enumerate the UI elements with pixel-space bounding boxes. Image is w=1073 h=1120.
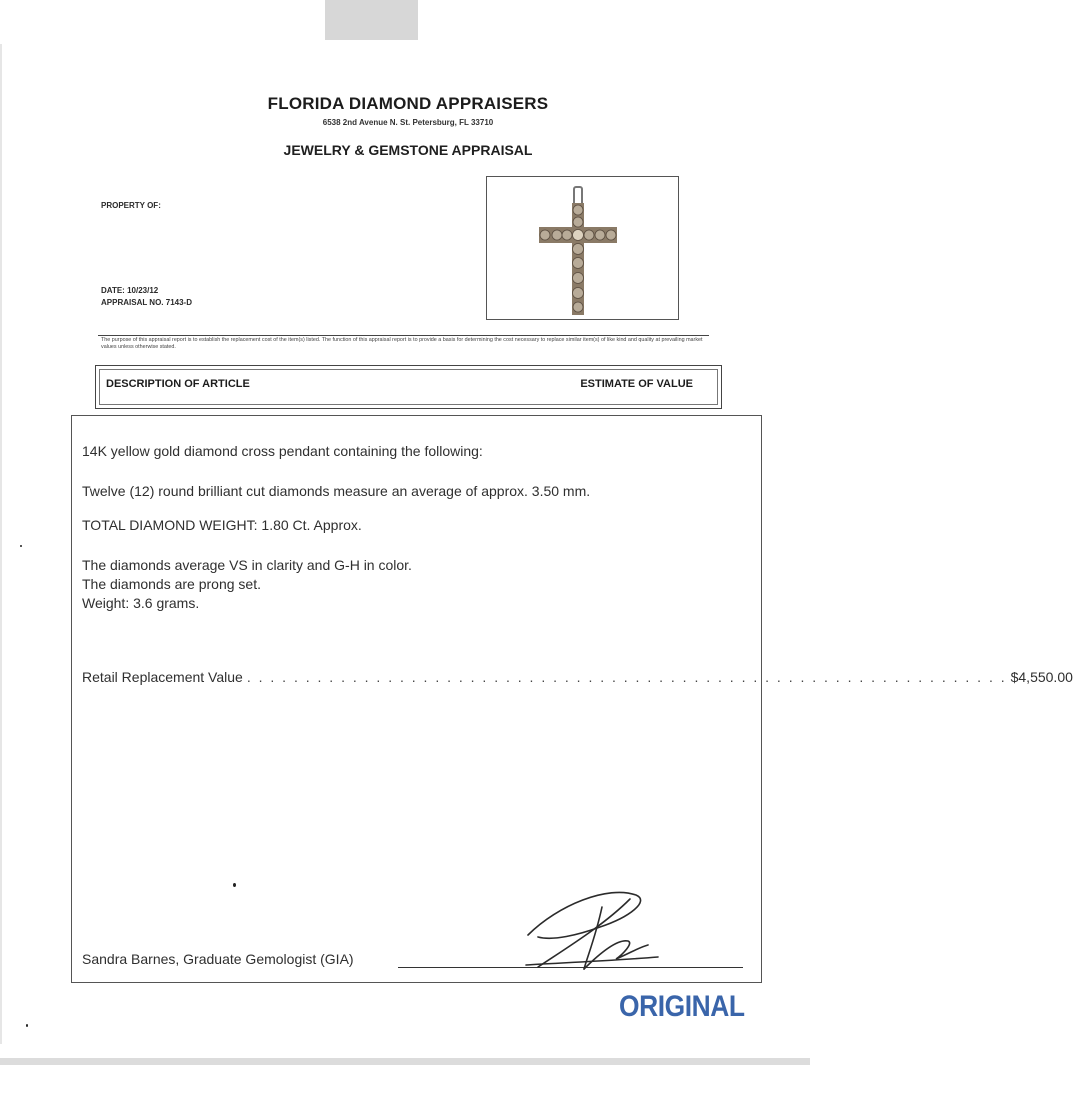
scan-speck xyxy=(233,883,236,887)
company-name: FLORIDA DIAMOND APPRAISERS xyxy=(267,94,549,113)
estimate-header: ESTIMATE OF VALUE xyxy=(580,378,693,390)
signer-name: Sandra Barnes, Graduate Gemologist (GIA) xyxy=(82,951,354,967)
description-line: The diamonds are prong set. xyxy=(82,576,261,592)
description-line: Weight: 3.6 grams. xyxy=(82,595,200,611)
purpose-statement: The purpose of this appraisal report is to establish the replacement cost of the item(s) listed. The function of this appraisal report is to provide a basis for determining the cost necessary to replace similar item(s) of like kind and quality at prevailing market values unless otherwise stated. xyxy=(101,337,703,350)
property-of-label: PROPERTY OF: xyxy=(101,201,161,210)
scan-artifact-edge xyxy=(0,44,2,1044)
item-photo xyxy=(486,176,679,320)
scan-speck xyxy=(20,545,22,547)
original-stamp: ORIGINAL xyxy=(619,990,745,1023)
purpose-rule xyxy=(98,335,709,336)
retail-value-row xyxy=(82,669,1073,685)
article-header-box xyxy=(95,365,722,409)
handwritten-signature xyxy=(518,885,668,975)
leader-dots: . . . . . . . . . . . . . . . . . . . . . . . . . . . . . . . . . . . . . . . . . . . . . . . . . . . . . . . . . . . . . . . . . xyxy=(246,669,1007,685)
document-title: JEWELRY & GEMSTONE APPRAISAL xyxy=(283,142,533,158)
retail-value-amount: $4,550.00 xyxy=(1010,669,1073,685)
diamond-stones xyxy=(540,205,616,312)
retail-value-label: Retail Replacement Value xyxy=(82,669,243,685)
description-header: DESCRIPTION OF ARTICLE xyxy=(106,378,250,390)
description-line: Twelve (12) round brilliant cut diamonds measure an average of approx. 3.50 mm. xyxy=(82,483,591,499)
scan-artifact-bottom xyxy=(0,1058,810,1065)
company-address: 6538 2nd Avenue N. St. Petersburg, FL 33710 xyxy=(322,118,494,127)
description-line: The diamonds average VS in clarity and G-H in color. xyxy=(82,557,412,573)
cross-pendant-image xyxy=(487,177,678,319)
scan-speck xyxy=(26,1024,28,1027)
article-header-inner xyxy=(99,369,718,405)
pendant-bail xyxy=(574,187,582,205)
appraisal-date: DATE: 10/23/12 xyxy=(101,286,159,295)
appraisal-number: APPRAISAL NO. 7143-D xyxy=(101,298,192,307)
description-line: TOTAL DIAMOND WEIGHT: 1.80 Ct. Approx. xyxy=(82,517,362,533)
scan-artifact-tab xyxy=(325,0,418,40)
description-line: 14K yellow gold diamond cross pendant containing the following: xyxy=(82,443,483,459)
